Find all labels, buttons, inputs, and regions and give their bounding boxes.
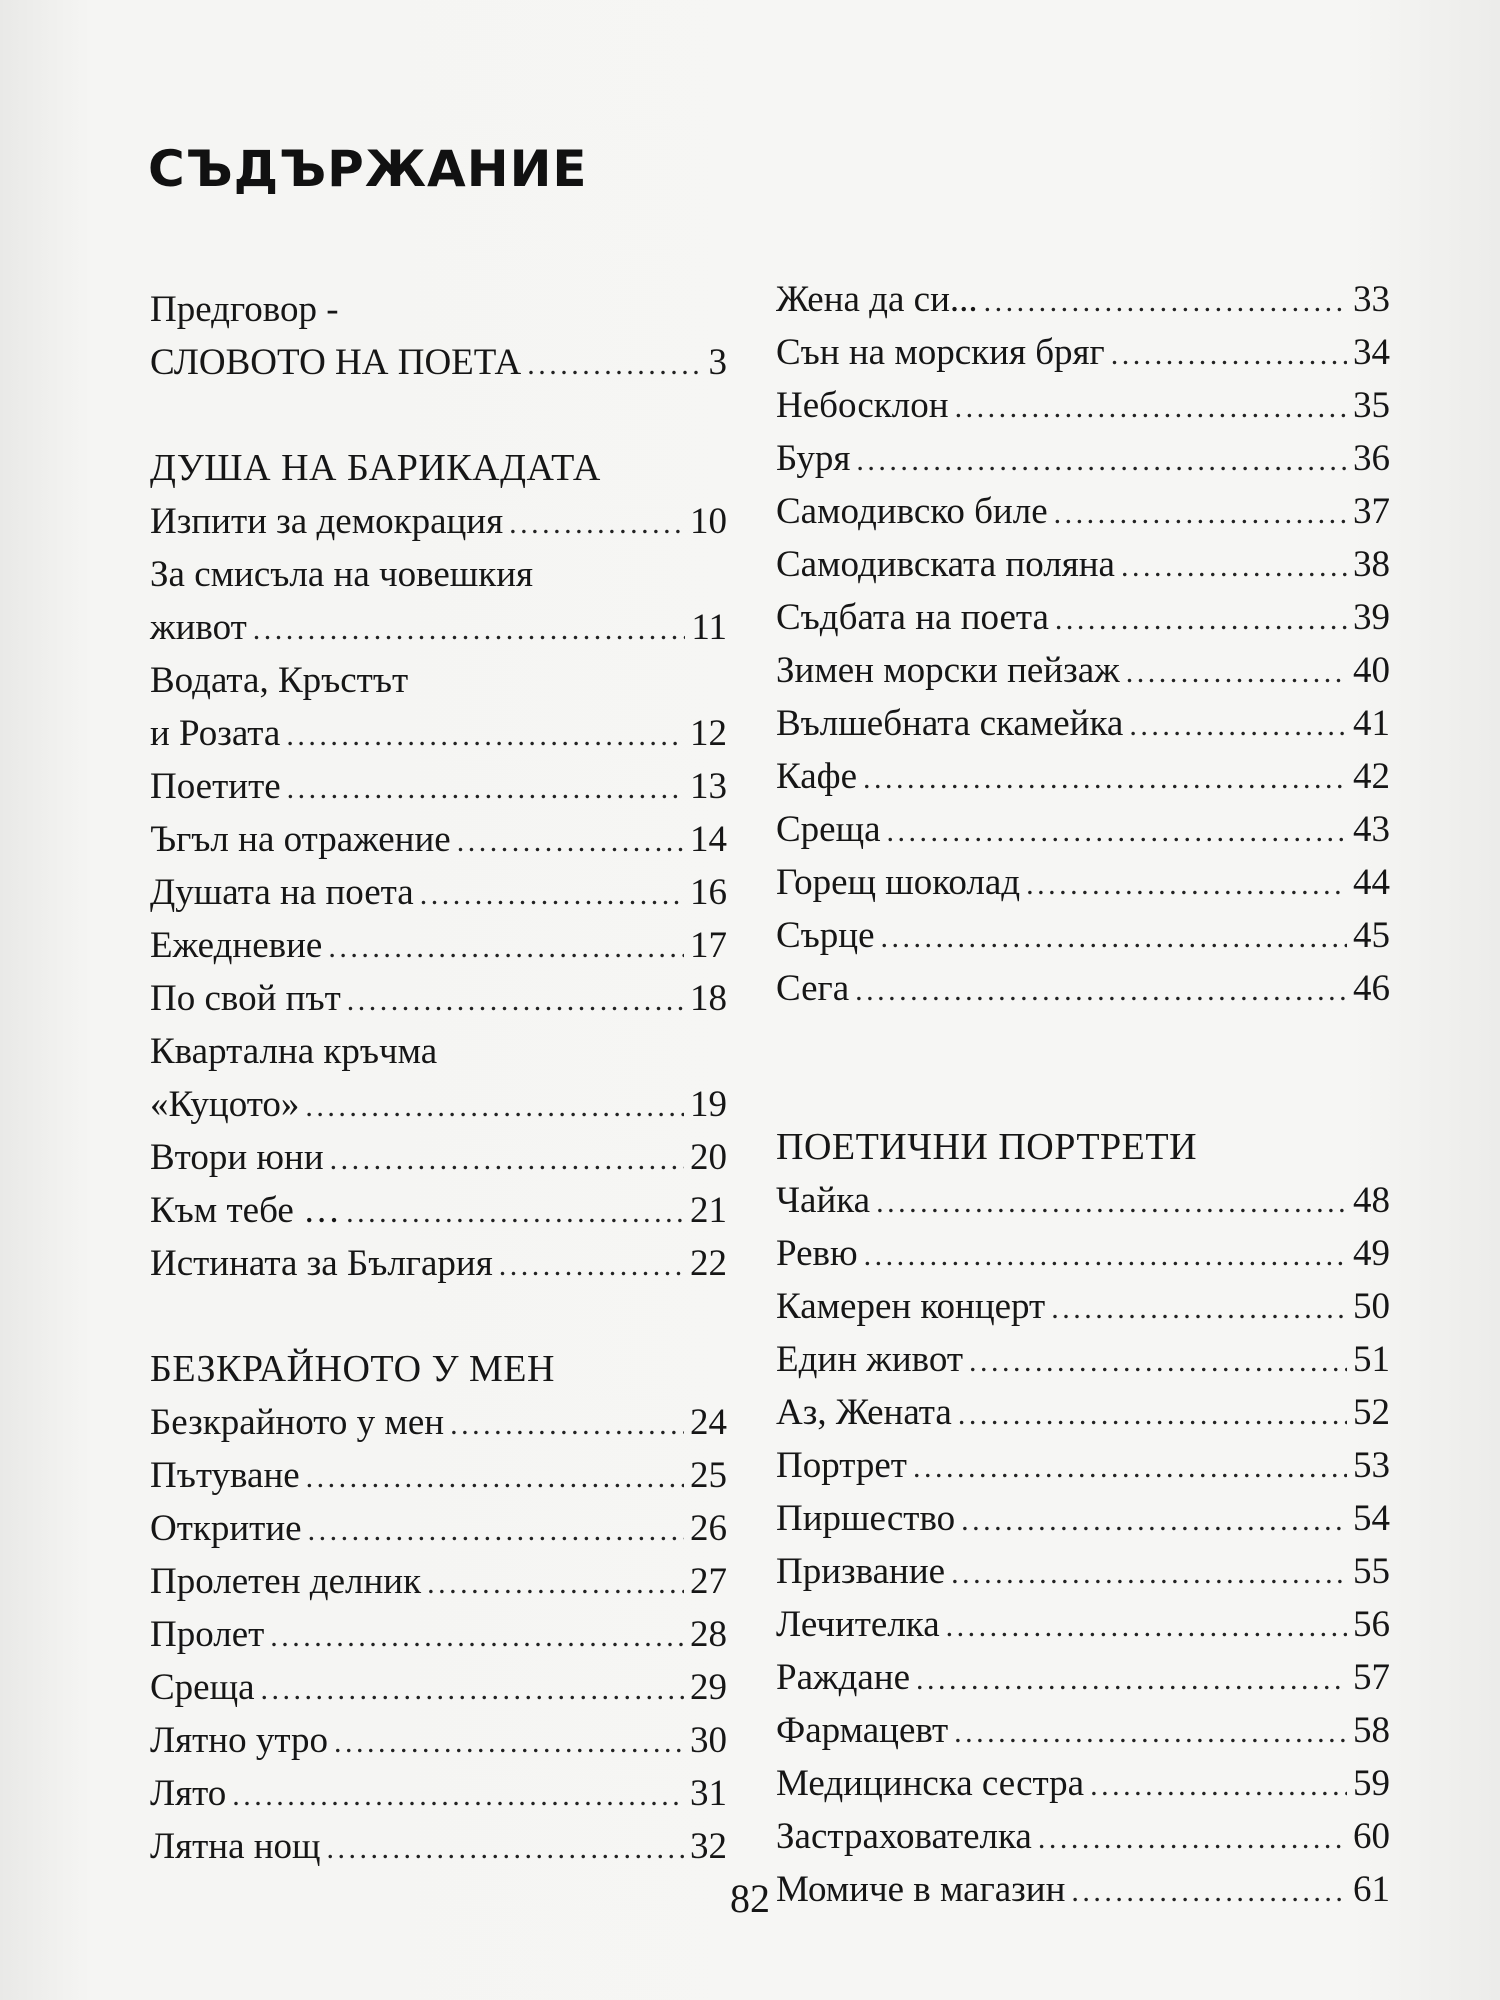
toc-entry: живот . . . 11 (150, 601, 727, 654)
toc-entry: По свой път . . . 18 (150, 972, 727, 1025)
toc-entry: Буря . . . 36 (776, 432, 1390, 485)
toc-entry: СЛОВОТО НА ПОЕТА . . . 3 (150, 336, 727, 389)
toc-entry: Камерен концерт . . . 50 (776, 1280, 1390, 1333)
toc-entry: Самодивската поляна . . . 38 (776, 538, 1390, 591)
toc-entry: Сега . . . 46 (776, 962, 1390, 1015)
toc-right-column (776, 273, 1390, 1916)
toc-entry: Ъгъл на отражение . . . 14 (150, 813, 727, 866)
toc-entry: Зимен морски пейзаж . . . 40 (776, 644, 1390, 697)
toc-entry: Чайка . . . 48 (776, 1174, 1390, 1227)
toc-entry: Пролет . . . 28 (150, 1608, 727, 1661)
toc-entry: Душата на поета . . . 16 (150, 866, 727, 919)
toc-entry: Небосклон . . . 35 (776, 379, 1390, 432)
toc-entry: «Куцото» . . . 19 (150, 1078, 727, 1131)
section-heading: ПОЕТИЧНИ ПОРТРЕТИ (776, 1126, 1198, 1168)
toc-entry-line: Квартална кръчма (150, 1031, 438, 1072)
toc-entry: Призвание . . . 55 (776, 1545, 1390, 1598)
toc-entry: Медицинска сестра . . . 59 (776, 1757, 1390, 1810)
toc-entry: Портрет . . . 53 (776, 1439, 1390, 1492)
toc-entry: Сън на морския бряг . . . 34 (776, 326, 1390, 379)
toc-entry: Пиршество . . . 54 (776, 1492, 1390, 1545)
toc-entry: Кафе . . . 42 (776, 750, 1390, 803)
toc-entry: Горещ шоколад . . . 44 (776, 856, 1390, 909)
toc-entry-line: Водата, Кръстът (150, 660, 409, 701)
toc-entry: Пролетен делник . . . 27 (150, 1555, 727, 1608)
toc-entry: Среща . . . 43 (776, 803, 1390, 856)
toc-entry: Поетите . . . 13 (150, 760, 727, 813)
toc-entry: Един живот . . . 51 (776, 1333, 1390, 1386)
section-heading: БЕЗКРАЙНОТО У МЕН (150, 1348, 555, 1390)
toc-entry: Раждане . . . 57 (776, 1651, 1390, 1704)
toc-entry-line: Предговор - (150, 289, 339, 330)
toc-entry: Жена да си... . . . 33 (776, 273, 1390, 326)
toc-entry: Втори юни . . . 20 (150, 1131, 727, 1184)
toc-entry: Застрахователка . . . 60 (776, 1810, 1390, 1863)
toc-entry: Момиче в магазин . . . 61 (776, 1863, 1390, 1916)
toc-entry: Лято . . . 31 (150, 1767, 727, 1820)
toc-entry-line: За смисъла на човешкия (150, 554, 534, 595)
page-title: СЪДЪРЖАНИЕ (148, 140, 588, 198)
toc-entry: Вълшебната скамейка . . . 41 (776, 697, 1390, 750)
section-heading: ДУША НА БАРИКАДАТА (150, 447, 601, 489)
toc-entry: Безкрайното у мен . . . 24 (150, 1396, 727, 1449)
toc-entry: Лятна нощ . . . 32 (150, 1820, 727, 1873)
toc-entry: и Розата . . . 12 (150, 707, 727, 760)
toc-entry: Пътуване . . . 25 (150, 1449, 727, 1502)
toc-entry: Съдбата на поета . . . 39 (776, 591, 1390, 644)
toc-entry: Самодивско биле . . . 37 (776, 485, 1390, 538)
toc-entry: Изпити за демокрация . . . 10 (150, 495, 727, 548)
toc-entry: Лечителка . . . 56 (776, 1598, 1390, 1651)
toc-entry: Откритие . . . 26 (150, 1502, 727, 1555)
toc-entry: Лятно утро . . . 30 (150, 1714, 727, 1767)
toc-entry: Ревю . . . 49 (776, 1227, 1390, 1280)
page-number: 82 (730, 1876, 770, 1921)
toc-entry: Към тебе … . . . 21 (150, 1184, 727, 1237)
toc-entry: Аз, Жената . . . 52 (776, 1386, 1390, 1439)
toc-entry: Ежедневие . . . 17 (150, 919, 727, 972)
toc-left-column (150, 283, 727, 1873)
toc-entry: Среща . . . 29 (150, 1661, 727, 1714)
toc-entry: Истината за България . . . 22 (150, 1237, 727, 1290)
toc-entry: Фармацевт . . . 58 (776, 1704, 1390, 1757)
toc-entry: Сърце . . . 45 (776, 909, 1390, 962)
